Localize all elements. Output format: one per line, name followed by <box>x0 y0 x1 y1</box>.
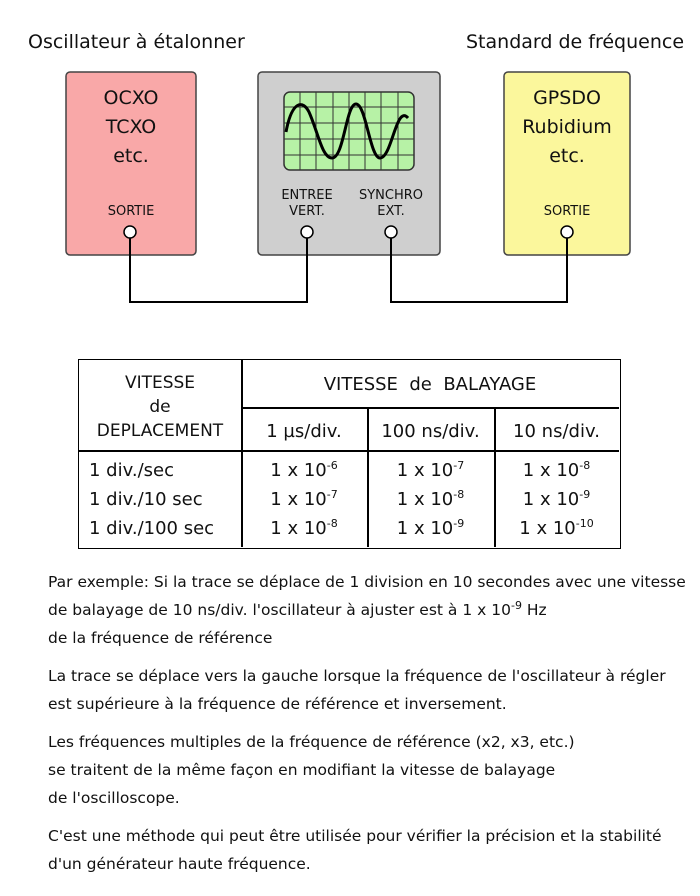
oscillator-output-connector <box>124 226 136 238</box>
table-cell <box>494 514 619 543</box>
cell-base: 1 x 10 <box>522 489 580 510</box>
example-text-end: Hz de la fréquence de référence <box>48 601 547 647</box>
row-header <box>79 371 241 443</box>
oscillator-type: TCXO <box>105 116 157 138</box>
row-label: 1 div./100 sec <box>89 518 215 539</box>
oscillator-output-label: SORTIE <box>107 204 155 219</box>
standard-title: Standard de fréquence <box>466 31 685 53</box>
cell-exponent: -8 <box>579 459 591 472</box>
standard-types <box>504 84 630 171</box>
standard-type: GPSDO <box>533 87 601 109</box>
column-header: 100 ns/div. <box>381 421 480 442</box>
standard-type: etc. <box>549 145 585 167</box>
cell-base: 1 x 10 <box>396 518 454 539</box>
table-cell <box>494 485 619 514</box>
connection-diagram <box>0 0 700 330</box>
table-cell <box>241 485 367 514</box>
row-header-line: de <box>149 397 171 417</box>
sensitivity-table <box>78 359 621 549</box>
table-cell <box>494 456 619 485</box>
cell-exponent: -9 <box>579 488 591 501</box>
row-header-line: DEPLACEMENT <box>96 421 224 441</box>
usage-paragraph: C'est une méthode qui peut être utilisée pour vérifier la précision et la stabilité d'un générateur haute fréquence. <box>48 827 662 873</box>
ext-sync-label <box>346 188 436 220</box>
cell-base: 1 x 10 <box>396 489 454 510</box>
row-label: 1 div./10 sec <box>89 489 203 510</box>
example-paragraph <box>48 568 688 652</box>
example-text: Par exemple: Si la trace se déplace de 1 division en 10 secondes avec une vitesse de balayage de 10 ns/div. l'oscillateur à ajuster est à 1 x 10 <box>48 573 686 619</box>
cell-base: 1 x 10 <box>396 460 454 481</box>
column-header: 1 µs/div. <box>266 421 342 442</box>
cell-exponent: -10 <box>575 517 594 530</box>
oscillator-type: OCXO <box>103 87 159 109</box>
column-header: 10 ns/div. <box>513 421 600 442</box>
row-labels <box>89 456 239 543</box>
table-divider <box>79 450 619 452</box>
cell-exponent: -8 <box>453 488 465 501</box>
cell-exponent: -6 <box>326 459 338 472</box>
cell-exponent: -7 <box>326 488 338 501</box>
values-column <box>494 456 619 543</box>
direction-paragraph: La trace se déplace vers la gauche lorsque la fréquence de l'oscillateur à régler est supérieure à la fréquence de référence et inversement. <box>48 667 666 713</box>
table-cell <box>367 514 494 543</box>
vertical-input-label <box>262 188 352 220</box>
standard-output-connector <box>561 226 573 238</box>
example-exponent: -9 <box>510 598 522 612</box>
table-divider <box>241 407 619 409</box>
row-header-line: VITESSE <box>124 373 196 393</box>
cell-exponent: -9 <box>453 517 465 530</box>
oscillator-type: etc. <box>113 145 149 167</box>
values-column <box>241 456 367 543</box>
cell-base: 1 x 10 <box>270 518 327 539</box>
row-label: 1 div./sec <box>89 460 174 481</box>
vertical-input-label-line: VERT. <box>289 204 325 219</box>
vertical-input-connector <box>301 226 313 238</box>
explanation-text <box>48 568 688 888</box>
standard-type: Rubidium <box>522 116 612 138</box>
column-group-header: VITESSE de BALAYAGE <box>323 374 537 395</box>
cell-exponent: -7 <box>453 459 465 472</box>
ext-sync-label-line: EXT. <box>377 204 405 219</box>
cell-base: 1 x 10 <box>270 489 327 510</box>
table-cell <box>241 456 367 485</box>
oscillator-types <box>66 84 196 171</box>
cell-base: 1 x 10 <box>270 460 327 481</box>
cell-base: 1 x 10 <box>522 460 580 481</box>
vertical-input-label-line: ENTREE <box>281 188 333 203</box>
values-column <box>367 456 494 543</box>
table-cell <box>367 485 494 514</box>
multiples-paragraph: Les fréquences multiples de la fréquence de référence (x2, x3, etc.) se traitent de la même façon en modifiant la vitesse de balayage de l'oscilloscope. <box>48 733 575 807</box>
table-cell <box>367 456 494 485</box>
standard-output-label: SORTIE <box>543 204 591 219</box>
cell-base: 1 x 10 <box>519 518 576 539</box>
oscillator-title: Oscillateur à étalonner <box>28 31 245 53</box>
cell-exponent: -8 <box>326 517 338 530</box>
ext-sync-connector <box>385 226 397 238</box>
ext-sync-label-line: SYNCHRO <box>358 188 424 203</box>
table-cell <box>241 514 367 543</box>
